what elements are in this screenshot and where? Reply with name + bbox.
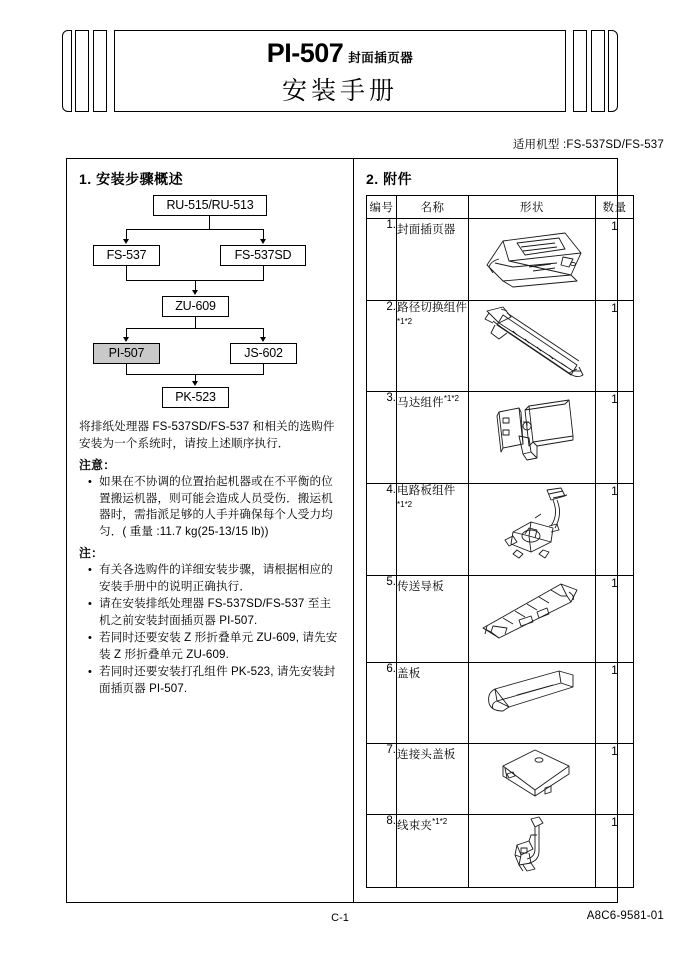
row-name-text: 马达组件 [397,396,444,409]
page-number: C-1 [331,912,349,924]
document-code: A8C6-9581-01 [586,910,664,922]
note-item: • 请在安装排纸处理器 FS-537SD/FS-537 至主机之前安装封面插页器 PI-507. [99,596,341,629]
row-shape [469,301,596,392]
flow-line-js602-down [263,364,264,374]
note-label: 注： [79,546,104,560]
row-no: 2. [367,301,397,392]
connector-cover-icon [473,744,591,806]
row-shape [469,744,596,815]
row-no: 8. [367,815,397,888]
banner-right-spine [608,30,618,112]
intro-paragraph: 将排纸处理器 FS-537SD/FS-537 和相关的选购件安装为一个系统时，请按上述顺序执行． [79,420,335,450]
row-name [397,815,469,888]
row-name-sup: *1*2 [443,394,459,403]
row-shape [469,576,596,663]
row-name-sup: *1*2 [432,817,448,826]
row-qty: 1 [596,484,634,576]
flow-node-fs537: FS-537 [93,245,160,266]
row-qty: 1 [596,815,634,888]
flow-line-split-1 [126,229,263,230]
note-item: • 若同时还要安装 Z 形折叠单元 ZU-609, 请先安装 Z 形折叠单元 ZU-609. [99,630,341,663]
row-name-text: 封面插页器 [397,223,456,236]
banner-title-box [114,30,566,112]
table-row [367,392,634,484]
row-name [397,219,469,301]
content-frame [66,158,627,903]
cover-inserter-unit-icon [473,219,591,289]
row-name [397,663,469,744]
caution-list [79,474,341,540]
flow-node-ru: RU-515/RU-513 [153,195,267,216]
flow-node-pk523: PK-523 [162,387,229,408]
flow-node-fs537sd: FS-537SD [220,245,306,266]
row-shape [469,484,596,576]
row-no: 5. [367,576,397,663]
table-row [367,219,634,301]
row-name-text: 路径切换组件 [397,302,468,314]
header-banner [62,30,618,112]
row-name [397,301,469,392]
motor-assembly-icon [473,392,591,470]
flow-line-pi507-down [126,364,127,374]
flow-arrow-zu609 [192,290,198,295]
wire-harness-clamp-icon [473,815,591,879]
banner-left-bar-2 [93,30,107,112]
row-no: 3. [367,392,397,484]
caution-label: 注意： [79,458,116,472]
column-header-qty: 数量 [596,196,634,219]
banner-left-spine [62,30,72,112]
row-name [397,576,469,663]
table-row [367,815,634,888]
row-shape [469,392,596,484]
flow-arrow-pk523 [192,381,198,386]
row-qty: 1 [596,744,634,815]
flow-arrow-fs537 [123,239,129,244]
table-row [367,576,634,663]
transport-guide-plate-icon [473,576,591,648]
flow-line-split-2 [126,328,264,329]
path-switch-assembly-icon [473,301,591,383]
banner-right-bar-1 [591,30,605,112]
note-item: • 有关各选购件的详细安装步骤，请根据相应的安装手册中的说明正确执行． [99,562,341,595]
circuit-board-assembly-icon [473,484,591,564]
caution-item: • 如果在不协调的位置抬起机器或在不平衡的位置搬运机器，则可能会造成人员受伤．搬运机器时，需指派足够的人手并确保每个人受力均匀．( 重量 :11.7 kg(25-13/15 lb)) [99,474,341,540]
row-shape [469,219,596,301]
flow-node-js602: JS-602 [230,343,297,364]
table-header-row [367,196,634,219]
section-2-heading: 2. 附件 [366,171,413,187]
row-qty: 1 [596,301,634,392]
product-name: 封面插页器 [348,50,414,65]
row-name [397,392,469,484]
row-shape [469,815,596,888]
flow-node-pi507: PI-507 [93,343,160,364]
row-shape [469,663,596,744]
row-name-text: 传送导板 [397,580,444,593]
left-column [67,159,353,902]
flow-arrow-fs537sd [260,239,266,244]
row-no: 6. [367,663,397,744]
table-row [367,744,634,815]
column-header-name: 名称 [397,196,469,219]
row-no: 4. [367,484,397,576]
banner-right-bar-2 [573,30,587,112]
note-list [79,562,341,697]
flow-line-fs537sd-down [263,266,264,280]
row-name [397,744,469,815]
banner-left-bar-1 [75,30,89,112]
cover-plate-icon [473,663,591,719]
product-model: PI-507 [266,37,344,68]
flow-node-zu609: ZU-609 [162,296,229,317]
installation-flowchart [79,195,341,404]
row-name-sup: *1*2 [397,317,413,326]
applicable-models: 适用机型 :FS-537SD/FS-537 [512,139,664,151]
row-no: 1. [367,219,397,301]
table-row [367,484,634,576]
accessories-table [366,195,634,888]
section-1-heading: 1. 安装步骤概述 [79,171,184,187]
row-no: 7. [367,744,397,815]
row-qty: 1 [596,392,634,484]
row-name [397,484,469,576]
flow-line-zu609-down [195,317,196,328]
row-name-text: 连接头盖板 [397,748,456,761]
table-row [367,663,634,744]
row-name-text: 盖板 [397,667,421,680]
title-row [267,38,414,69]
row-qty: 1 [596,219,634,301]
row-qty: 1 [596,576,634,663]
table-row [367,301,634,392]
column-header-shape: 形状 [469,196,596,219]
row-name-text: 电路板组件 [397,485,456,497]
row-qty: 1 [596,663,634,744]
note-item: • 若同时还要安装打孔组件 PK-523, 请先安装封面插页器 PI-507. [99,664,341,697]
row-name-text: 线束夹 [397,819,433,832]
flow-line-fs537-down [126,266,127,280]
row-name-sup: *1*2 [397,500,413,509]
right-column [353,159,627,902]
flow-line-ru-down [209,216,210,229]
column-header-no: 编号 [367,196,397,219]
manual-title: 安装手册 [281,76,398,105]
flow-arrow-js602 [260,337,266,342]
flow-arrow-pi507 [123,337,129,342]
